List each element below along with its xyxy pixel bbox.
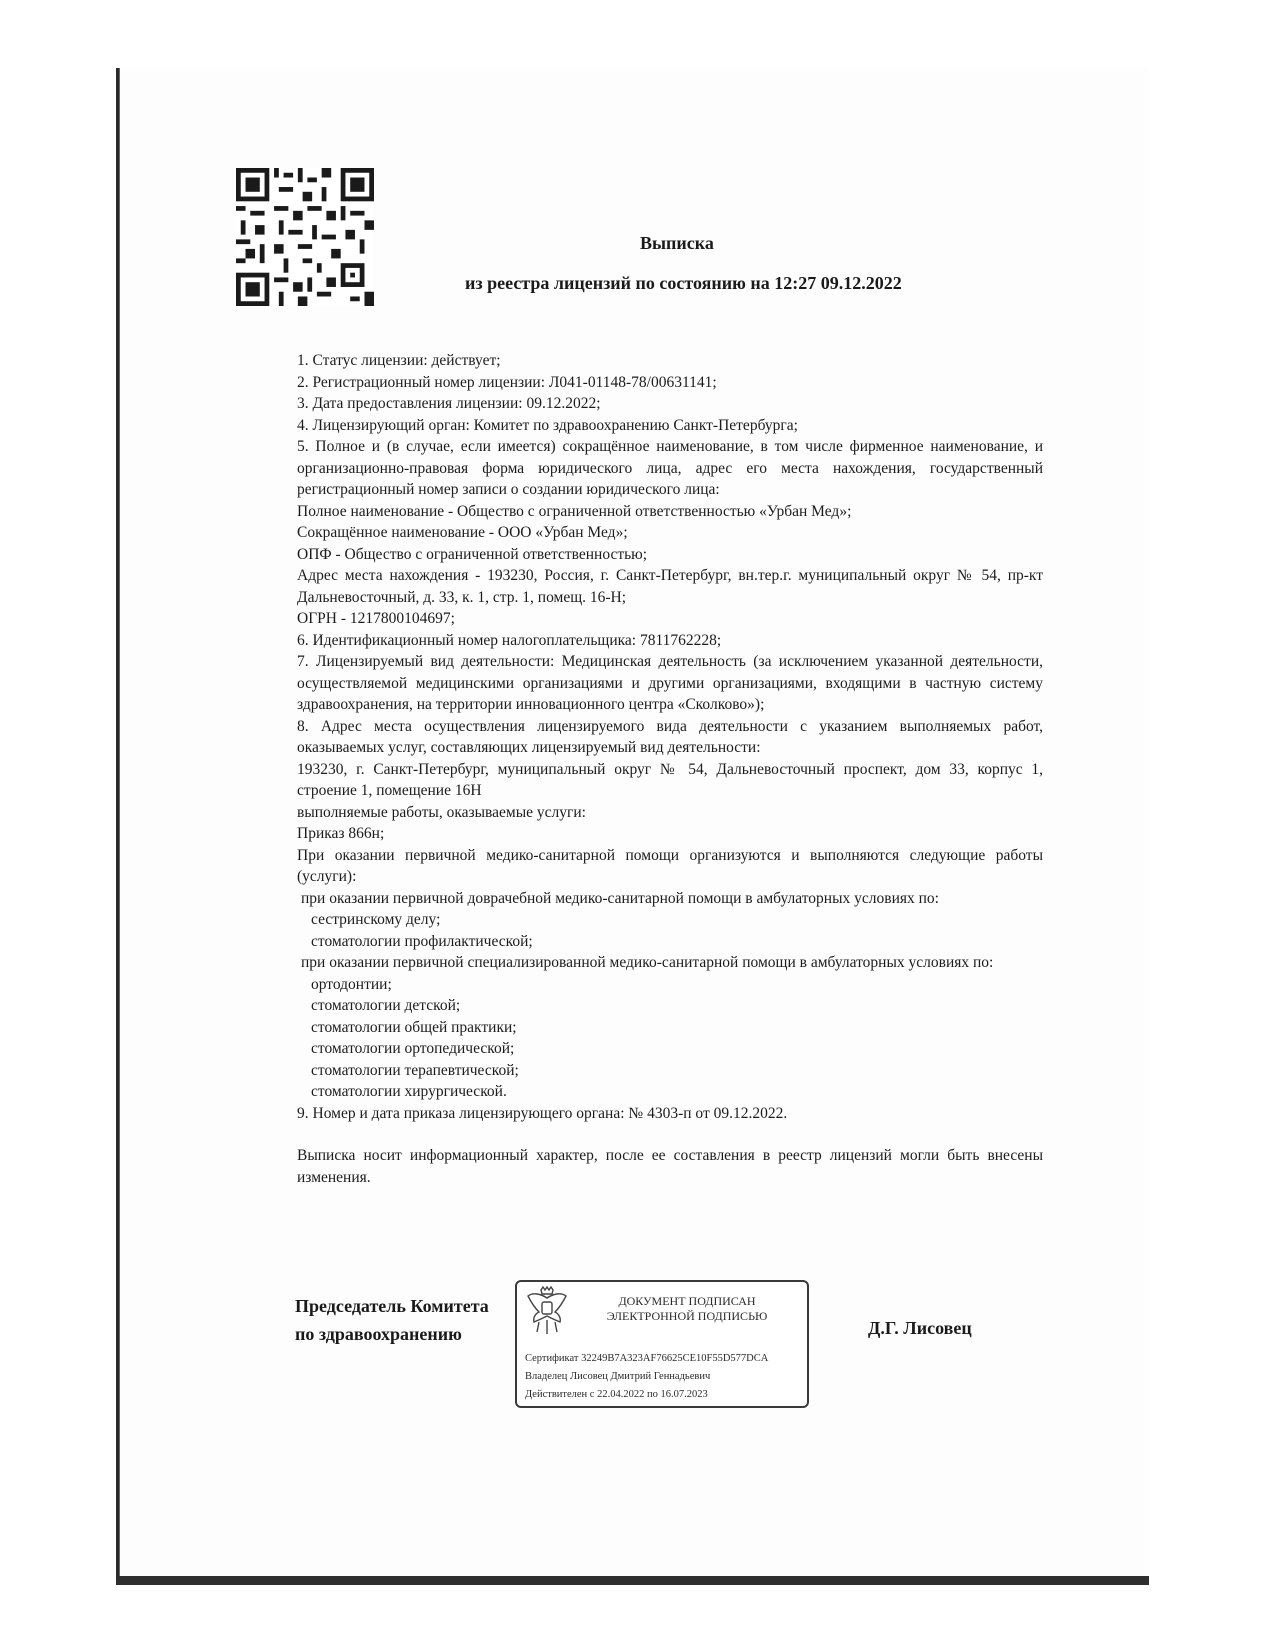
document-note: Выписка носит информационный характер, после ее составления в реестр лицензий могли быть внесены изменения. <box>297 1147 1043 1186</box>
signer-title-line2: по здравоохранению <box>295 1324 462 1344</box>
stamp-heading-line1: ДОКУМЕНТ ПОДПИСАН <box>618 1294 756 1308</box>
item-prenatal-care: при оказании первичной доврачебной медико-санитарной помощи в амбулаторных условиях по: <box>301 889 939 907</box>
signer-title <box>295 1292 489 1348</box>
item-opf: ОПФ - Общество с ограниченной ответственностью; <box>297 545 648 563</box>
item-activity-address: 193230, г. Санкт-Петербург, муниципальный округ № 54, Дальневосточный проспект, дом 33, корпус 1, строение 1, помещение 16Н <box>297 760 1043 799</box>
item-full-name: Полное наименование - Общество с ограниченной ответственностью «Урбан Мед»; <box>297 502 852 520</box>
item-activity-type: 7. Лицензируемый вид деятельности: Медицинская деятельность (за исключением указанной деятельности, осуществляемой медицинскими организациями и другими организациями, входящими в частную систему здравоохранения, на территории инновационного центра «Сколково»); <box>297 653 1043 713</box>
item-licensing-authority: 4. Лицензирующий орган: Комитет по здравоохранению Санкт-Петербурга; <box>297 416 798 434</box>
item-legal-entity: 5. Полное и (в случае, если имеется) сокращённое наименование, в том числе фирменное наименование, и организационно-правовая форма юридического лица, адрес его места нахождения, государственный регистрационный номер записи о создании юридического лица: <box>297 438 1043 498</box>
item-order-number: 9. Номер и дата приказа лицензирующего органа: № 4303-п от 09.12.2022. <box>297 1104 788 1122</box>
item-license-status: 1. Статус лицензии: действует; <box>297 352 501 369</box>
list-item: стоматологии терапевтической; <box>311 1061 519 1079</box>
item-primary-care: При оказании первичной медико-санитарной помощи организуются и выполняются следующие работы (услуги): <box>297 846 1043 885</box>
coat-of-arms-icon <box>525 1286 569 1336</box>
signer-title-line1: Председатель Комитета <box>295 1296 489 1316</box>
list-item: стоматологии ортопедической; <box>311 1040 515 1057</box>
item-registration-number: 2. Регистрационный номер лицензии: Л041-01148-78/00631141; <box>297 373 717 391</box>
item-short-name: Сокращённое наименование - ООО «Урбан Мед»; <box>297 524 628 541</box>
stamp-heading <box>573 1294 801 1324</box>
item-activity-address-heading: 8. Адрес места осуществления лицензируемого вида деятельности с указанием выполняемых работ, оказываемых услуг, составляющих лицензируемый вид деятельности: <box>297 717 1043 756</box>
list-item: стоматологии хирургической. <box>311 1083 507 1100</box>
item-services-heading: выполняемые работы, оказываемые услуги: <box>297 803 586 821</box>
qr-code <box>236 168 374 306</box>
list-item: сестринскому делу; <box>311 911 441 928</box>
item-specialized-care: при оказании первичной специализированной медико-санитарной помощи в амбулаторных условиях по: <box>301 954 994 971</box>
stamp-certificate-info <box>525 1350 807 1404</box>
document-body <box>297 350 1043 1188</box>
list-item: стоматологии профилактической; <box>311 932 533 950</box>
stamp-certificate: Сертификат 32249B7A323AF76625CE10F55D577DCA <box>525 1353 769 1364</box>
item-issue-date: 3. Дата предоставления лицензии: 09.12.2022; <box>297 395 601 412</box>
item-address: Адрес места нахождения - 193230, Россия, г. Санкт-Петербург, вн.тер.г. муниципальный округ № 54, пр-кт Дальневосточный, д. 33, к. 1, стр. 1, помещ. 16-Н; <box>297 567 1043 606</box>
list-item: ортодонтии; <box>311 975 392 993</box>
list-item: стоматологии общей практики; <box>311 1018 517 1036</box>
item-order-866n: Приказ 866н; <box>297 825 385 842</box>
item-inn: 6. Идентификационный номер налогоплательщика: 7811762228; <box>297 631 722 649</box>
stamp-heading-line2: ЭЛЕКТРОННОЙ ПОДПИСЬЮ <box>606 1309 768 1323</box>
stamp-owner: Владелец Лисовец Дмитрий Геннадьевич <box>525 1371 711 1382</box>
electronic-signature-stamp <box>515 1280 809 1408</box>
document-subtitle: из реестра лицензий по состоянию на 12:27 09.12.2022 <box>465 273 902 293</box>
document-title: Выписка <box>640 233 714 253</box>
list-item: стоматологии детской; <box>311 997 461 1014</box>
item-ogrn: ОГРН - 1217800104697; <box>297 610 455 627</box>
signer-name: Д.Г. Лисовец <box>868 1318 972 1338</box>
stamp-valid: Действителен с 22.04.2022 по 16.07.2023 <box>525 1389 708 1400</box>
